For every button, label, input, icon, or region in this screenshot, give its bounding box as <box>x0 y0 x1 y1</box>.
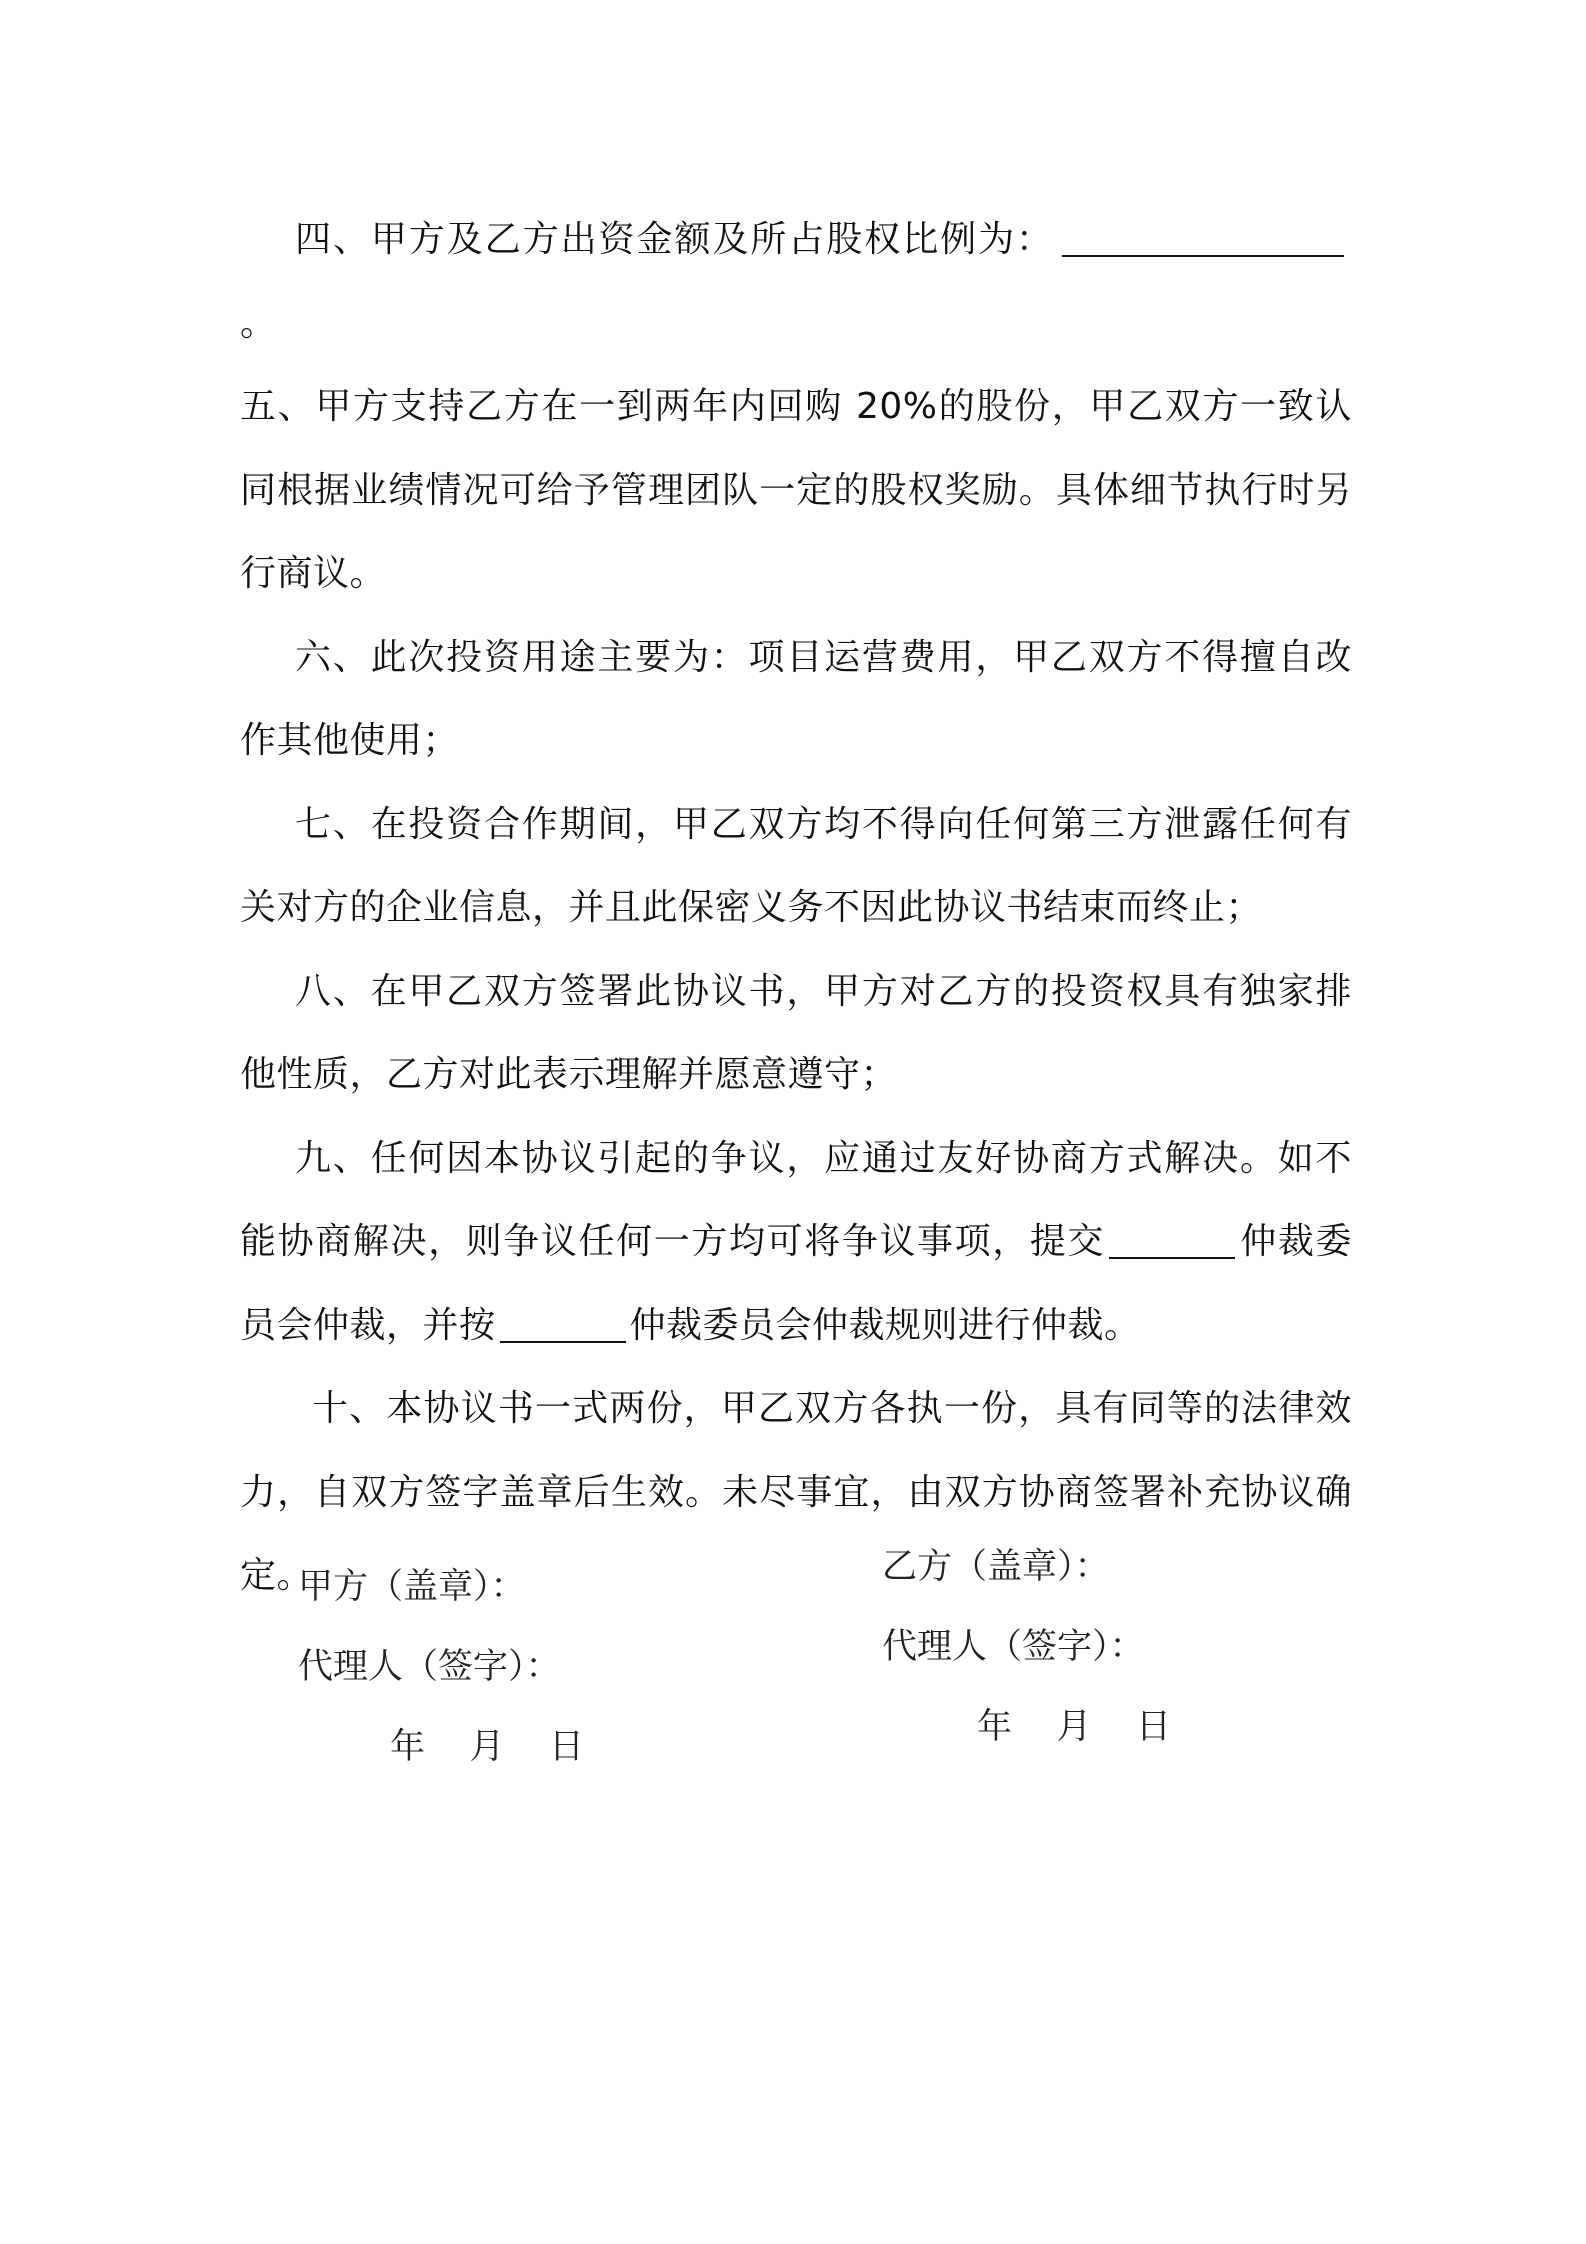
party-b-date-label: 年 月 日 <box>977 1707 1172 1747</box>
arbitration-commission-blank-2[interactable] <box>500 1307 626 1343</box>
clause-9-part3: 仲裁委员会仲裁规则进行仲裁。 <box>629 1304 1141 1346</box>
party-a-agent-label: 代理人（签字）： <box>298 1647 561 1687</box>
agreement-body <box>240 198 1352 1618</box>
clause-7: 七、在投资合作期间，甲乙双方均不得向任何第三方泄露任何有关对方的企业信息，并且此保密义务不因此协议书结束而终止； <box>240 803 1352 928</box>
clause-10: 十、本协议书一式两份，甲乙双方各执一份，具有同等的法律效力，自双方签字盖章后生效。未尽事宜，由双方协商签署补充协议确定。 <box>240 1388 1352 1596</box>
clause-6: 六、此次投资用途主要为：项目运营费用，甲乙双方不得擅自改作其他使用； <box>240 636 1352 761</box>
party-a-signature-block <box>298 1547 584 1787</box>
clause-9-part1: 九、任何因本协议引起的争议，应通过友好协商方式解决。如不能协商解决，则争议任何一方均可将争议事项，提交 <box>240 1137 1352 1262</box>
party-a-date-label: 年 月 日 <box>390 1727 585 1767</box>
arbitration-commission-blank-1[interactable] <box>1109 1223 1235 1259</box>
equity-ratio-blank[interactable] <box>1062 221 1344 257</box>
clause-4-text: 四、甲方及乙方出资金额及所占股权比例为： <box>295 219 1054 260</box>
clause-9 <box>240 1117 1352 1368</box>
clause-5: 五、甲方支持乙方在一到两年内回购 20%的股份，甲乙双方一致认同根据业绩情况可给予管理团队一定的股权奖励。具体细节执行时另行商议。 <box>240 386 1352 594</box>
clause-4-end: 。 <box>240 302 277 344</box>
party-a-seal-label: 甲方（盖章）： <box>298 1567 526 1607</box>
clause-4 <box>240 198 1352 365</box>
party-b-signature-block <box>882 1527 1171 1767</box>
party-b-seal-label: 乙方（盖章）： <box>882 1547 1110 1587</box>
clause-9-part2: 仲裁委员会仲裁，并按 <box>240 1221 1352 1346</box>
party-b-agent-label: 代理人（签字）： <box>882 1627 1145 1667</box>
clause-8: 八、在甲乙双方签署此协议书，甲方对乙方的投资权具有独家排他性质，乙方对此表示理解并愿意遵守； <box>240 970 1352 1095</box>
